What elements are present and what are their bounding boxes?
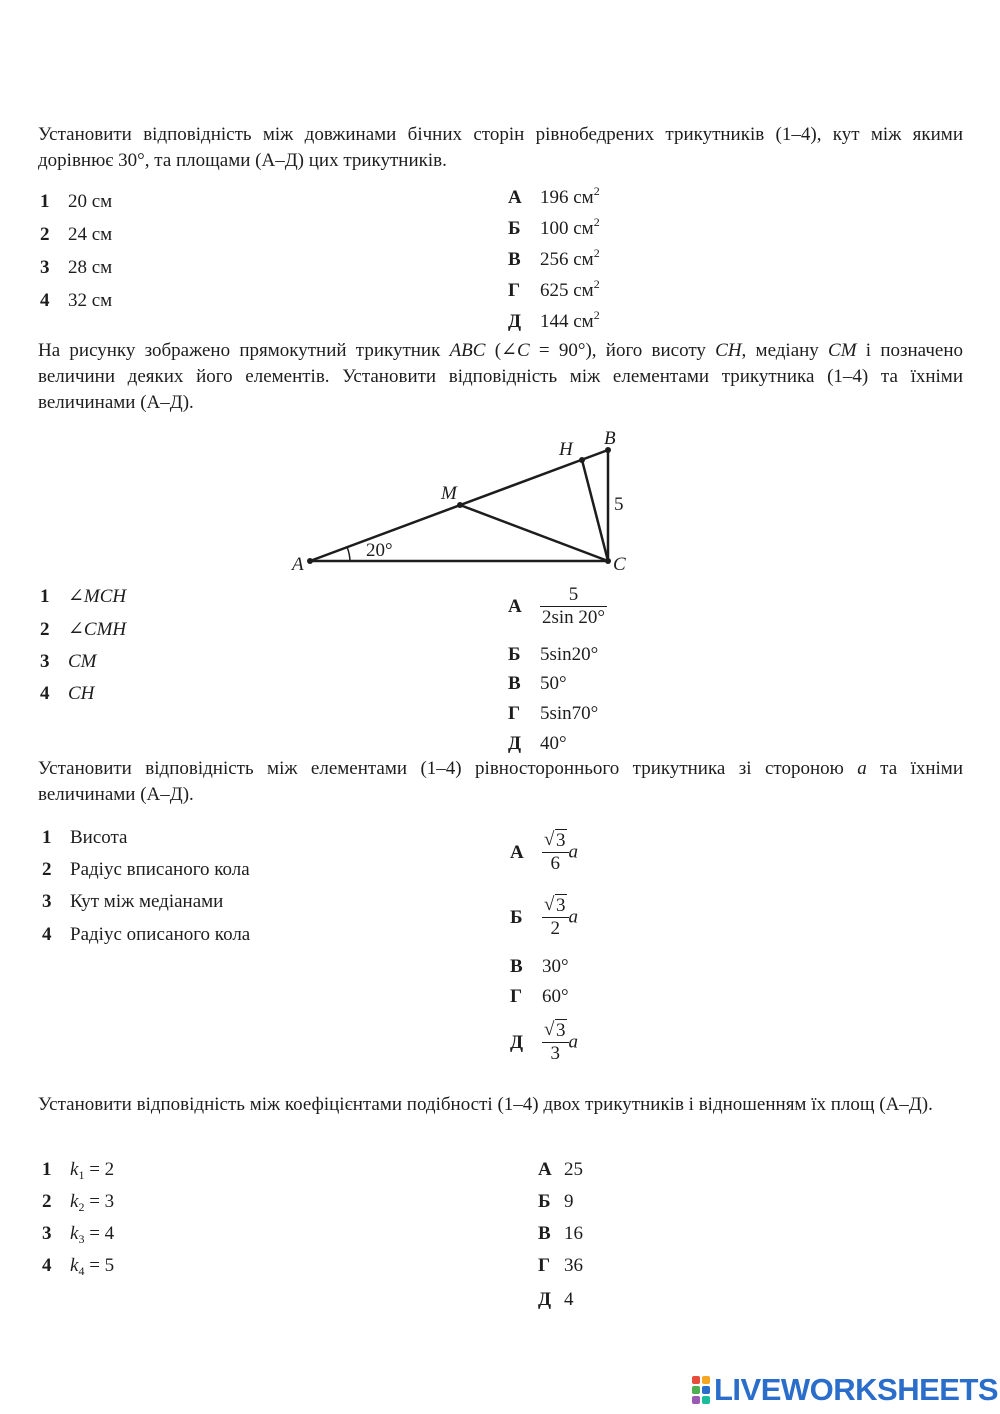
label-c: C bbox=[613, 554, 626, 575]
task4-answer-e: Д 4 bbox=[538, 1289, 574, 1310]
logo-square bbox=[702, 1386, 710, 1394]
task4-option-1: 1 $k_1 = 2$ bbox=[42, 1159, 115, 1182]
task3-prompt: Установити відповідність між елементами (1–4) рівностороннього трикутника зі стороною a та їхніми величинами (А–Д). bbox=[38, 758, 963, 805]
side-bc-label: 5 bbox=[614, 494, 624, 515]
label-a: A bbox=[292, 554, 304, 575]
liveworksheets-logo[interactable] bbox=[692, 1374, 998, 1406]
task4-prompt: Установити відповідність між коефіцієнтами подібності (1–4) двох трикутників і відношенням їх площ (А–Д). bbox=[38, 1094, 933, 1115]
label-b: B bbox=[604, 428, 616, 449]
task1-option-2: 2 24 см bbox=[40, 224, 113, 245]
task2-answer-e: Д 40° bbox=[508, 733, 567, 754]
task1-option-1: 1 20 см bbox=[40, 191, 113, 212]
task4-answer-a: А 25 bbox=[538, 1159, 583, 1180]
task2-option-2: 2 ∠CMH bbox=[40, 619, 127, 640]
task2-option-1: 1 ∠MCH bbox=[40, 586, 127, 607]
task4-option-4: 4 $k_4 = 5$ bbox=[42, 1255, 115, 1278]
point-h bbox=[579, 457, 585, 463]
triangle-figure bbox=[280, 420, 660, 580]
task2-prompt: На рисунку зображено прямокутний трикутник ABC (∠C = 90°), його висоту CH, медіану CM і позначено величини деяких його елементів. Установити відповідність між елементами трикутника (1–4) та їхніми величинами (А–Д). bbox=[38, 340, 963, 413]
point-a bbox=[307, 558, 313, 564]
altitude-ch bbox=[582, 460, 608, 561]
task1-option-3: 3 28 см bbox=[40, 257, 113, 278]
task4-answer-d: Г 36 bbox=[538, 1255, 583, 1276]
point-c bbox=[605, 558, 611, 564]
task3-option-4: 4 Радіус описаного кола bbox=[42, 924, 251, 945]
task3-answer-a: А √ 3 6 a bbox=[510, 829, 578, 874]
point-m bbox=[457, 502, 463, 508]
logo-text: LIVEWORKSHEETS bbox=[714, 1372, 999, 1407]
task2-option-4: 4 CH bbox=[40, 683, 95, 704]
task1-option-4: 4 32 см bbox=[40, 290, 113, 311]
task1-answer-d: Г 625 $см^2$ bbox=[508, 277, 600, 301]
task1-answer-e: Д 144 $см^2$ bbox=[508, 308, 600, 332]
label-m: M bbox=[441, 483, 457, 504]
logo-square bbox=[702, 1396, 710, 1404]
task3-answer-d: Г 60° bbox=[510, 986, 569, 1007]
task1-answer-a: А 196 $см^2$ bbox=[508, 184, 600, 208]
task4-option-3: 3 $k_3 = 4$ bbox=[42, 1223, 115, 1246]
logo-square bbox=[702, 1376, 710, 1384]
task1-answer-b: Б 100 $см^2$ bbox=[508, 215, 600, 239]
liveworksheets-logo-icon bbox=[692, 1376, 710, 1404]
logo-square bbox=[692, 1376, 700, 1384]
task2-answer-a: А $\frac{5}{2\sin 20^\circ}$ bbox=[508, 584, 606, 628]
task1-answer-c: В 256 $см^2$ bbox=[508, 246, 600, 270]
task1-prompt: Установити відповідність між довжинами бічних сторін рівнобедрених трикутників (1–4), кут між якими дорівнює 30°, та площами (А–Д) цих трикутників. bbox=[38, 124, 963, 171]
task3-option-3: 3 Кут між медіанами bbox=[42, 891, 224, 912]
task4-option-2: 2 $k_2 = 3$ bbox=[42, 1191, 115, 1214]
task2-answer-d: Г 5sin70° bbox=[508, 703, 599, 724]
median-cm bbox=[460, 505, 608, 561]
task2-answer-c: В 50° bbox=[508, 673, 567, 694]
task2-answer-b: Б 5sin20° bbox=[508, 644, 599, 665]
task4-answer-b: Б 9 bbox=[538, 1191, 574, 1212]
angle-arc bbox=[347, 547, 350, 561]
angle-label: 20° bbox=[366, 540, 393, 561]
task3-option-2: 2 Радіус вписаного кола bbox=[42, 859, 250, 880]
task3-answer-c: В 30° bbox=[510, 956, 569, 977]
logo-square bbox=[692, 1396, 700, 1404]
task2-option-3: 3 CM bbox=[40, 651, 97, 672]
task3-answer-e: Д √ 3 3 a bbox=[510, 1019, 578, 1064]
logo-square bbox=[692, 1386, 700, 1394]
task4-answer-c: В 16 bbox=[538, 1223, 583, 1244]
task3-answer-b: Б √ 3 2 a bbox=[510, 894, 578, 939]
label-h: H bbox=[559, 439, 573, 460]
task3-option-1: 1 Висота bbox=[42, 827, 128, 848]
